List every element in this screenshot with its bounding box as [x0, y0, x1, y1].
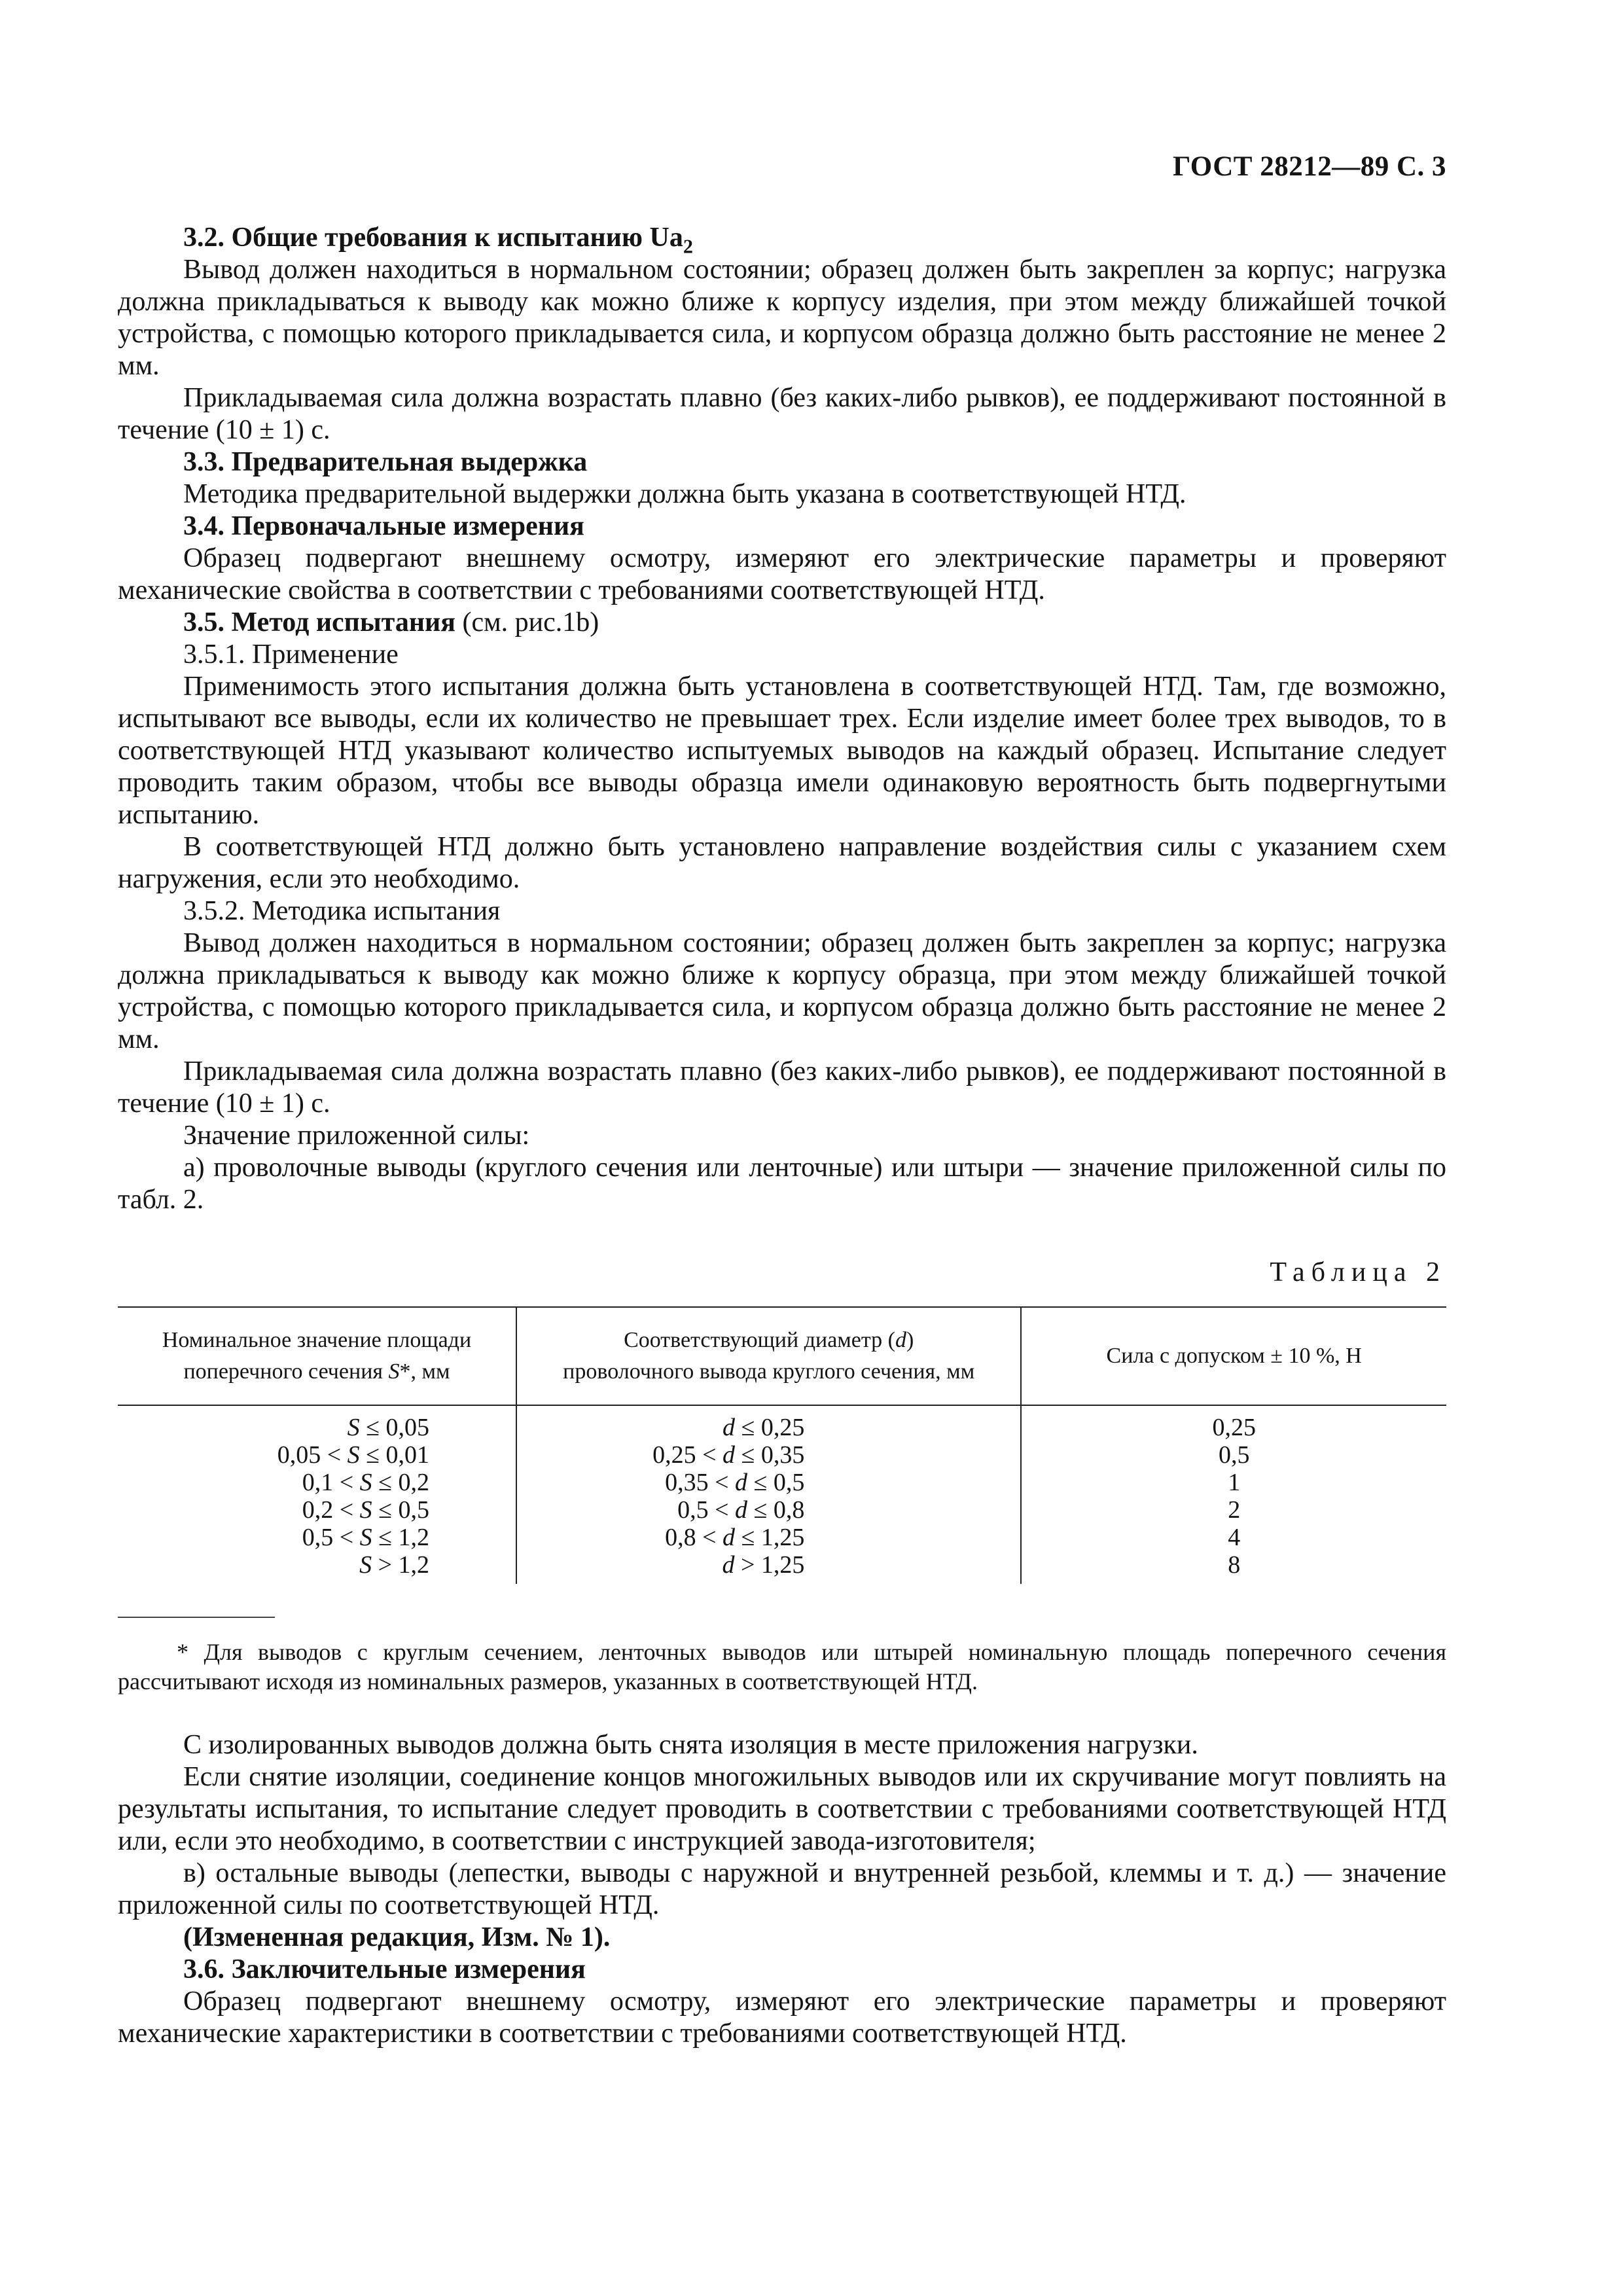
figure-reference: (см. рис.1b) [455, 607, 599, 637]
header-cross-section-line-1: Номинальное значение площади [162, 1328, 472, 1352]
cell-prefix: 0,05 < [277, 1441, 348, 1469]
section-3-2-paragraph-2: Прикладываемая сила должна возрастать плавно (без каких-либо рывков), ее поддерживают постоянной в течение (10 ± 1) с. [118, 383, 1446, 445]
cell-force: 0,5 [1021, 1441, 1446, 1469]
section-3-2-title-text: 3.2. Общие требования к испытанию Ua [183, 223, 683, 253]
table-row [118, 1496, 1446, 1524]
cell-symbol: d [735, 1469, 748, 1496]
section-3-5-1-title: 3.5.1. Применение [183, 639, 399, 670]
header-diameter [516, 1307, 1021, 1405]
header-s-symbol: S [388, 1359, 400, 1384]
cell-symbol: S [359, 1496, 372, 1524]
section-3-4-paragraph-1: Образец подвергают внешнему осмотру, измеряют его электрические параметры и проверяют механические свойства в соответствии с требованиями соответствующей НТД. [118, 543, 1446, 605]
cell-suffix: ≤ 0,25 [735, 1414, 805, 1441]
cell-cross-section [118, 1405, 516, 1441]
section-3-5-1-paragraph-1: Применимость этого испытания должна быть установлена в соответствующей НТД. Там, где возможно, испытывают все выводы, если их количество не превышает трех. Если изделие имеет более трех выводов, то в соответствующей НТД указывают количество испытуемых выводов на каждый образец. Испытание следует проводить таким образом, чтобы все выводы образца имели одинаковую вероятность быть подвергнутыми испытанию. [118, 672, 1446, 830]
amendment-note: (Измененная редакция, Изм. № 1). [183, 1922, 611, 1952]
section-3-2-paragraph-1: Вывод должен находиться в нормальном состоянии; образец должен быть закреплен за корпус; нагрузка должна прикладываться к выводу как можно ближе к корпусу изделия, при этом между ближайшей точкой устройства, с помощью которого прикладывается сила, и корпусом образца должно быть расстояние не менее 2 мм. [118, 255, 1446, 381]
section-3-5-2-paragraph-1: Вывод должен находиться в нормальном состоянии; образец должен быть закреплен за корпус; нагрузка должна прикладываться к выводу как можно ближе к корпусу образца, при этом между ближайшей точкой устройства, с помощью которого прикладывается сила, и корпусом образца должно быть расстояние не менее 2 мм. [118, 928, 1446, 1054]
cell-suffix: ≤ 0,5 [747, 1469, 805, 1496]
cell-prefix: 0,5 < [302, 1524, 360, 1551]
cell-symbol: d [722, 1551, 735, 1579]
table-row [118, 1551, 1446, 1584]
document-page [118, 151, 1446, 2050]
cell-suffix: ≤ 0,8 [747, 1496, 805, 1524]
cell-force: 2 [1021, 1496, 1446, 1524]
cell-force: 1 [1021, 1469, 1446, 1496]
cell-suffix: ≤ 0,2 [372, 1469, 429, 1496]
cell-symbol: S [347, 1414, 360, 1441]
cell-suffix: > 1,25 [734, 1551, 805, 1579]
cell-prefix: 0,25 < [652, 1441, 723, 1469]
cell-suffix: ≤ 0,5 [372, 1496, 429, 1524]
cell-symbol: d [722, 1414, 736, 1441]
section-3-6-paragraph-1: Образец подвергают внешнему осмотру, измеряют его электрические параметры и проверяют механические характеристики в соответствии с требованиями соответствующей НТД. [118, 1986, 1446, 2049]
table-row [118, 1469, 1446, 1496]
cell-symbol: d [735, 1496, 748, 1524]
cell-symbol: d [722, 1524, 736, 1551]
cell-suffix: ≤ 1,25 [735, 1524, 805, 1551]
cell-cross-section [118, 1469, 516, 1496]
cell-suffix: ≤ 0,35 [735, 1441, 805, 1469]
cell-symbol: S [359, 1469, 372, 1496]
header-diameter-line-2: проволочного вывода круглого сечения, мм [563, 1359, 975, 1384]
cell-suffix: ≤ 1,2 [372, 1524, 429, 1551]
section-3-2-title [118, 222, 1446, 258]
cell-diameter [516, 1551, 1021, 1584]
section-3-5-title-text: 3.5. Метод испытания [183, 607, 455, 637]
table-row [118, 1405, 1446, 1441]
cell-symbol: S [359, 1524, 372, 1551]
section-3-5-2-paragraph-2: Прикладываемая сила должна возрастать плавно (без каких-либо рывков), ее поддерживают постоянной в течение (10 ± 1) с. [118, 1056, 1446, 1119]
cell-cross-section [118, 1441, 516, 1469]
cell-cross-section [118, 1524, 516, 1551]
section-3-5-title [118, 607, 1446, 639]
section-3-3-paragraph-1: Методика предварительной выдержки должна быть указана в соответствующей НТД. [183, 479, 1186, 509]
cell-force: 4 [1021, 1524, 1446, 1551]
section-3-4-title: 3.4. Первоначальные измерения [183, 511, 584, 541]
cell-cross-section [118, 1551, 516, 1584]
section-3-3-title: 3.3. Предварительная выдержка [183, 447, 588, 477]
table-caption: Таблица 2 [1270, 1257, 1446, 1287]
section-3-5-2-paragraph-3: Значение приложенной силы: [183, 1121, 530, 1151]
footnote-divider [118, 1617, 275, 1618]
subscript-2: 2 [683, 235, 693, 258]
cell-prefix: 0,8 < [665, 1524, 723, 1551]
after-table-paragraph-3: в) остальные выводы (лепестки, выводы с наружной и внутренней резьбой, клеммы и т. д.) — значение приложенной силы по соответствующей НТД. [118, 1858, 1446, 1920]
cell-prefix: 0,35 < [665, 1469, 736, 1496]
header-d-symbol: d [895, 1328, 906, 1352]
cell-diameter [516, 1524, 1021, 1551]
cell-diameter [516, 1405, 1021, 1441]
cell-diameter [516, 1469, 1021, 1496]
footnote: * Для выводов с круглым сечением, ленточных выводов или штырей номинальную площадь поперечного сечения рассчитывают исходя из номинальных размеров, указанных в соответствующей НТД. [118, 1639, 1446, 1695]
page-header: ГОСТ 28212—89 С. 3 [1172, 151, 1446, 182]
cell-prefix: 0,1 < [302, 1469, 360, 1496]
header-diameter-line-1b: ) [906, 1328, 914, 1352]
after-table-paragraph-2: Если снятие изоляции, соединение концов многожильных выводов или их скручивание могут повлиять на результаты испытания, то испытание следует проводить в соответствии с требованиями соответствующей НТД или, если это необходимо, в соответствии с инструкцией завода-изготовителя; [118, 1762, 1446, 1856]
header-diameter-line-1a: Соответствующий диаметр ( [624, 1328, 895, 1352]
table-row [118, 1441, 1446, 1469]
cell-suffix: > 1,2 [372, 1551, 429, 1579]
cell-force: 0,25 [1021, 1405, 1446, 1441]
cell-suffix: ≤ 0,01 [359, 1441, 429, 1469]
header-force: Сила с допуском ± 10 %, Н [1021, 1307, 1446, 1405]
cell-symbol: S [347, 1441, 360, 1469]
table-row [118, 1524, 1446, 1551]
cell-cross-section [118, 1496, 516, 1524]
cell-symbol: S [359, 1551, 372, 1579]
header-cross-section-line-2b: *, мм [399, 1359, 450, 1384]
section-3-5-1-paragraph-2: В соответствующей НТД должно быть установлено направление воздействия силы с указанием схем нагружения, если это необходимо. [118, 832, 1446, 894]
cell-prefix: 0,5 < [677, 1496, 736, 1524]
cell-symbol: d [722, 1441, 736, 1469]
after-table-paragraph-1: С изолированных выводов должна быть снята изоляция в месте приложения нагрузки. [183, 1730, 1198, 1760]
section-3-5-2-title: 3.5.2. Методика испытания [183, 896, 501, 926]
section-3-5-2-paragraph-4: а) проволочные выводы (круглого сечения или ленточные) или штыри — значение приложенной силы по табл. 2. [118, 1153, 1446, 1215]
cell-force: 8 [1021, 1551, 1446, 1584]
cell-prefix: 0,2 < [302, 1496, 360, 1524]
header-cross-section-line-2a: поперечного сечения [183, 1359, 389, 1384]
cell-suffix: ≤ 0,05 [359, 1414, 429, 1441]
force-table [118, 1306, 1446, 1584]
cell-diameter [516, 1496, 1021, 1524]
section-3-6-title: 3.6. Заключительные измерения [183, 1954, 586, 1984]
header-cross-section [118, 1307, 516, 1405]
cell-diameter [516, 1441, 1021, 1469]
